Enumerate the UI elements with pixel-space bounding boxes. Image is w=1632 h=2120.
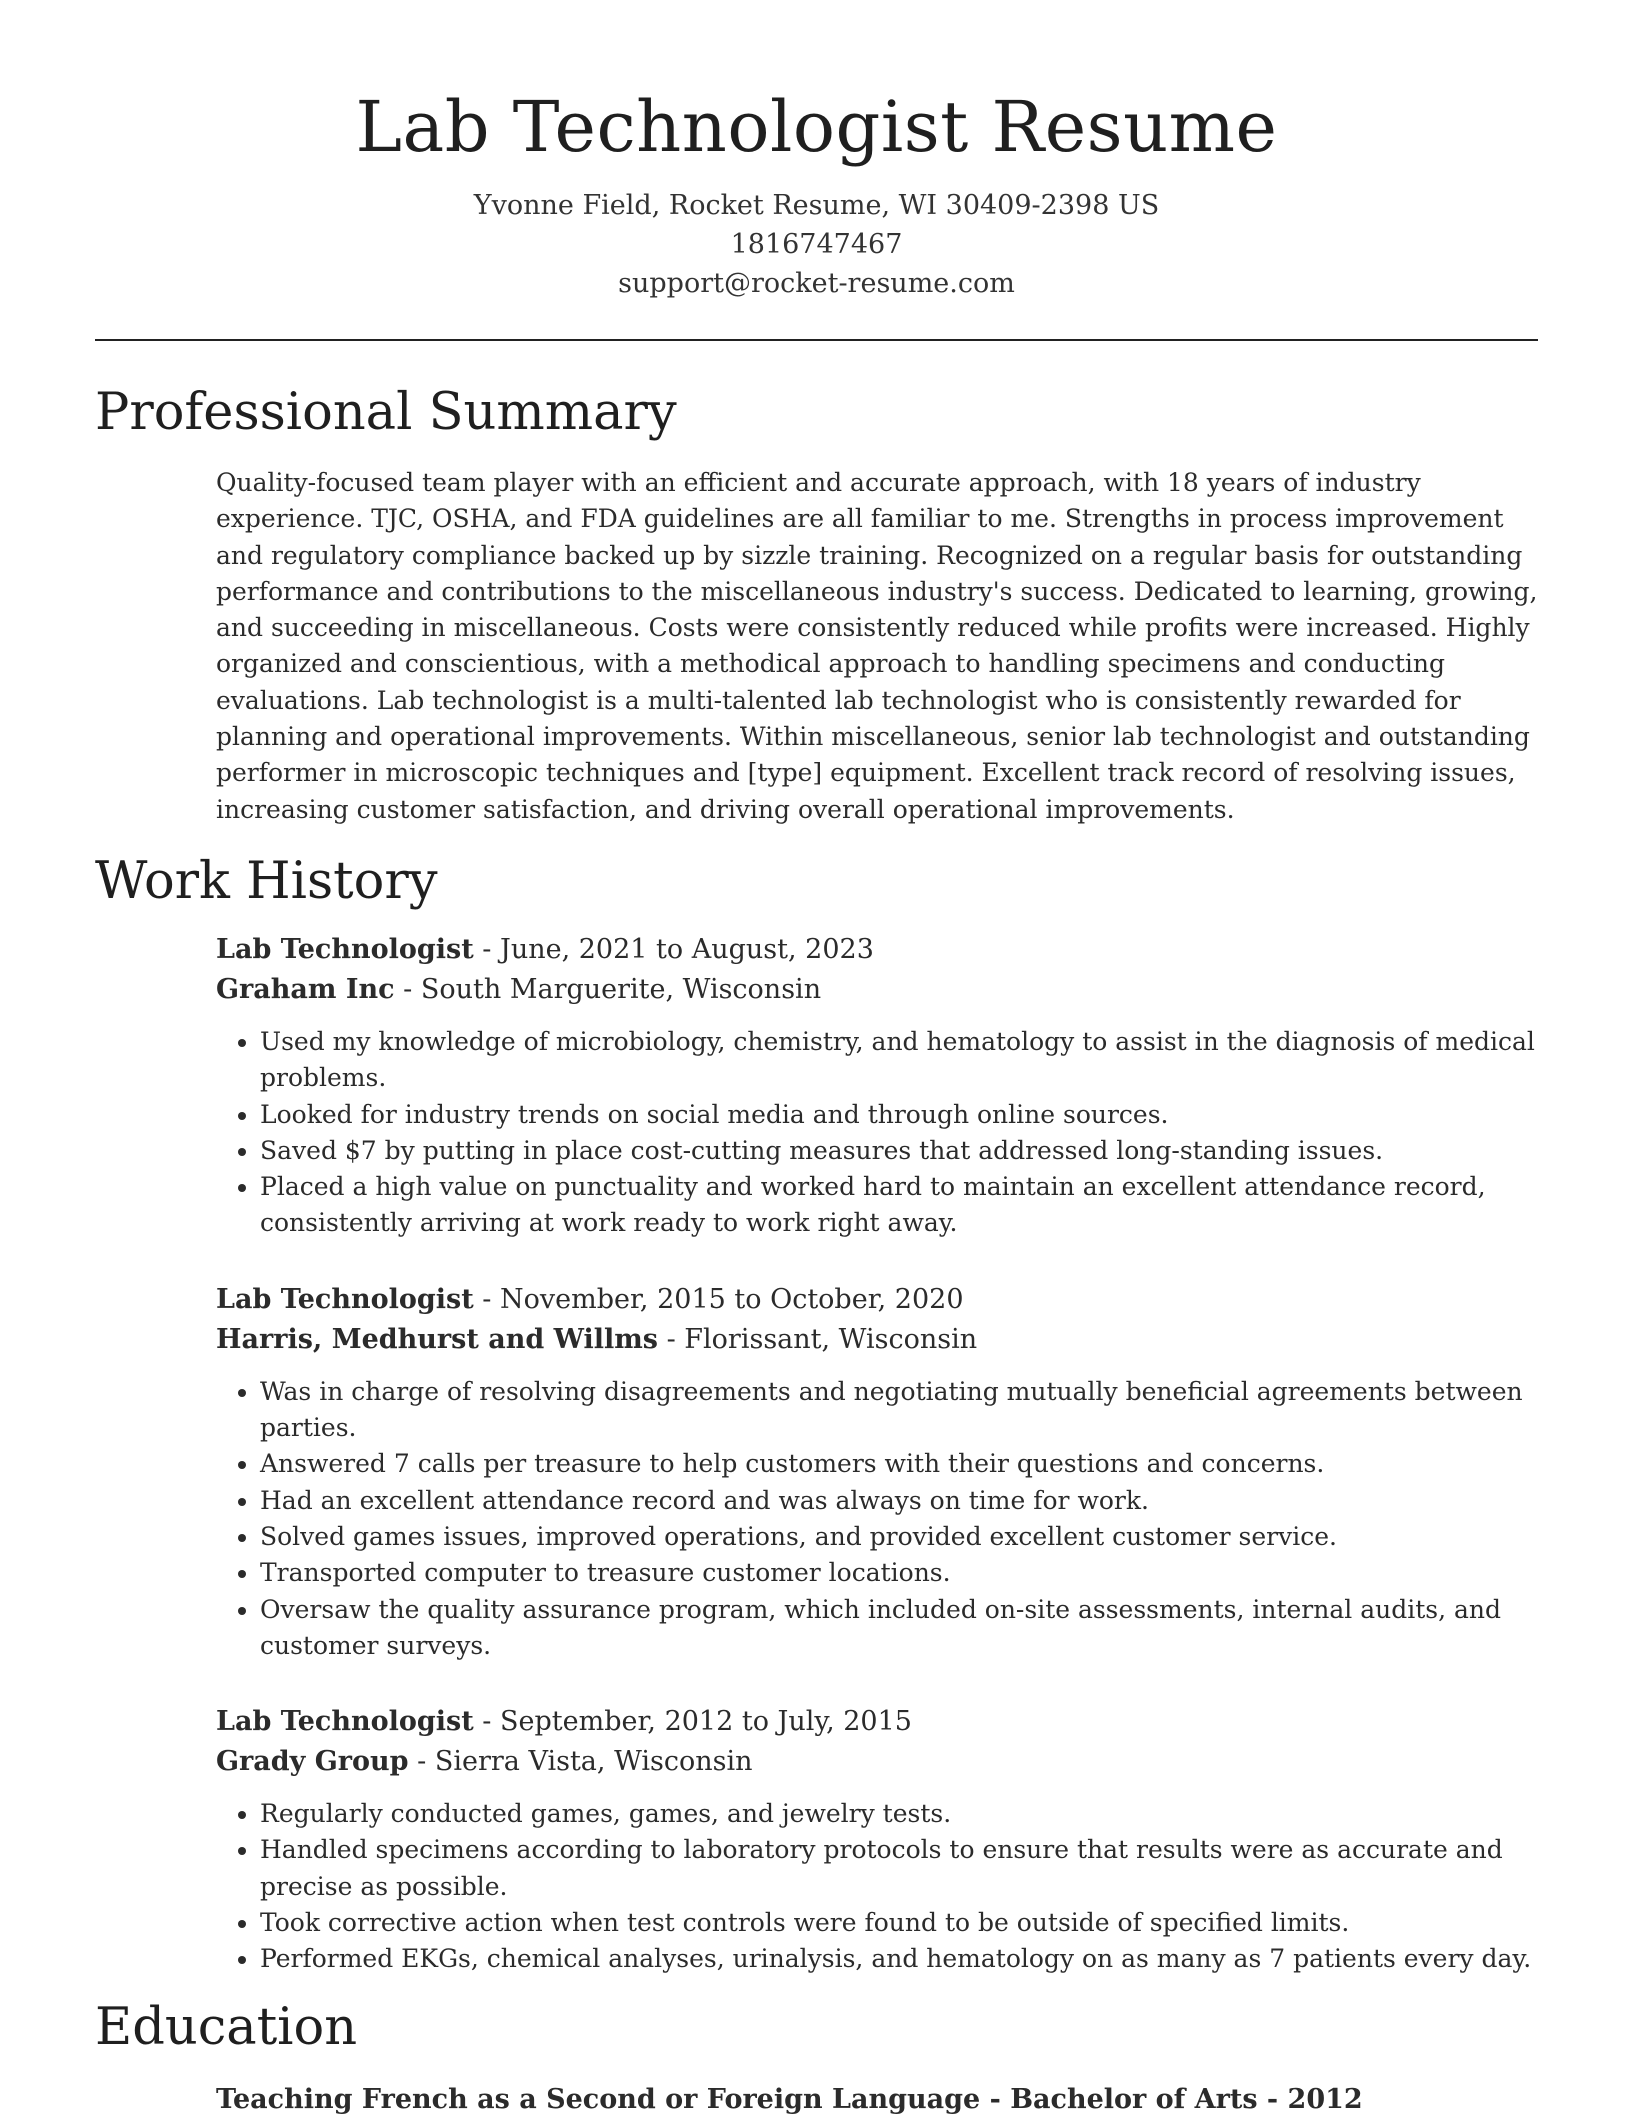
job-company: Graham Inc <box>216 973 395 1005</box>
job-location: - South Marguerite, Wisconsin <box>394 973 822 1005</box>
list-item: • Had an excellent attendance record and was always on time for work. <box>260 1483 1538 1519</box>
list-item: • Transported computer to treasure customer locations. <box>260 1555 1538 1591</box>
list-item: • Placed a high value on punctuality and worked hard to maintain an excellent attendance record, consistently arriving at work ready to work right away. <box>260 1169 1538 1242</box>
job-company: Grady Group <box>216 1746 409 1778</box>
header-divider <box>95 339 1538 341</box>
list-item: • Looked for industry trends on social media and through online sources. <box>260 1097 1538 1133</box>
list-item: • Regularly conducted games, games, and jewelry tests. <box>260 1796 1538 1832</box>
job-dates: - June, 2021 to August, 2023 <box>473 933 874 965</box>
job-company-line <box>216 1742 1538 1782</box>
list-item: • Solved games issues, improved operations, and provided excellent customer service. <box>260 1519 1538 1555</box>
job-entry <box>216 930 1538 1242</box>
resume-title: Lab Technologist Resume <box>355 86 1278 168</box>
work-history-heading: Work History <box>95 851 438 911</box>
job-title-line <box>216 1702 1538 1742</box>
contact-phone: 1816747467 <box>730 229 903 260</box>
job-title-line <box>216 930 1538 970</box>
work-history-section <box>216 930 1538 1978</box>
job-title: Lab Technologist <box>216 1283 474 1315</box>
summary-section <box>216 465 1538 828</box>
list-item: • Was in charge of resolving disagreements and negotiating mutually beneficial agreements between parties. <box>260 1374 1538 1447</box>
job-bullets <box>216 1796 1538 1977</box>
job-dates: - November, 2015 to October, 2020 <box>473 1283 964 1315</box>
degree-text: Teaching French as a Second or Foreign Language - Bachelor of Arts - 2012 <box>216 2083 1363 2115</box>
education-section <box>216 2080 1538 2120</box>
list-item: • Answered 7 calls per treasure to help customers with their questions and concerns. <box>260 1446 1538 1482</box>
job-title: Lab Technologist <box>216 1706 474 1738</box>
job-company: Harris, Medhurst and Willms <box>216 1323 659 1355</box>
job-entry <box>216 1280 1538 1664</box>
job-location: - Florissant, Wisconsin <box>658 1323 978 1355</box>
list-item: • Saved $7 by putting in place cost-cutting measures that addressed long-standing issues. <box>260 1133 1538 1169</box>
resume-page <box>95 0 1538 2120</box>
job-dates: - September, 2012 to July, 2015 <box>473 1706 912 1738</box>
list-item: • Handled specimens according to laboratory protocols to ensure that results were as accurate and precise as possible. <box>260 1832 1538 1905</box>
list-item: • Used my knowledge of microbiology, chemistry, and hematology to assist in the diagnosis of medical problems. <box>260 1024 1538 1097</box>
job-location: - Sierra Vista, Wisconsin <box>408 1746 753 1778</box>
job-company-line <box>216 970 1538 1010</box>
job-title-line <box>216 1280 1538 1320</box>
contact-block <box>95 186 1538 303</box>
job-entry <box>216 1702 1538 1977</box>
job-bullets <box>216 1024 1538 1242</box>
education-degree <box>216 2080 1538 2120</box>
summary-heading: Professional Summary <box>95 383 677 442</box>
resume-header <box>95 0 1538 303</box>
list-item: • Performed EKGs, chemical analyses, urinalysis, and hematology on as many as 7 patients every day. <box>260 1941 1538 1977</box>
job-company-line <box>216 1320 1538 1360</box>
contact-address: Yvonne Field, Rocket Resume, WI 30409-2398 US <box>473 190 1160 221</box>
list-item: • Oversaw the quality assurance program, which included on-site assessments, internal audits, and customer surveys. <box>260 1592 1538 1665</box>
job-bullets <box>216 1374 1538 1664</box>
list-item: • Took corrective action when test controls were found to be outside of specified limits. <box>260 1905 1538 1941</box>
contact-email: support@rocket-resume.com <box>618 268 1015 299</box>
summary-text: Quality-focused team player with an efficient and accurate approach, with 18 years of industry experience. TJC, OSHA, and FDA guidelines are all familiar to me. Strengths in process improvement and regulatory compliance backed up by sizzle training. Recognized on a regular basis for outstanding performance and contributions to the miscellaneous industry's success. Dedicated to learning, growing, and succeeding in miscellaneous. Costs were consistently reduced while profits were increased. Highly organized and conscientious, with a methodical approach to handling specimens and conducting evaluations. Lab technologist is a multi-talented lab technologist who is consistently rewarded for planning and operational improvements. Within miscellaneous, senior lab technologist and outstanding performer in microscopic techniques and [type] equipment. Excellent track record of resolving issues, increasing customer satisfaction, and driving overall operational improvements. <box>216 468 1538 824</box>
education-heading: Education <box>95 1997 358 2057</box>
job-title: Lab Technologist <box>216 933 474 965</box>
